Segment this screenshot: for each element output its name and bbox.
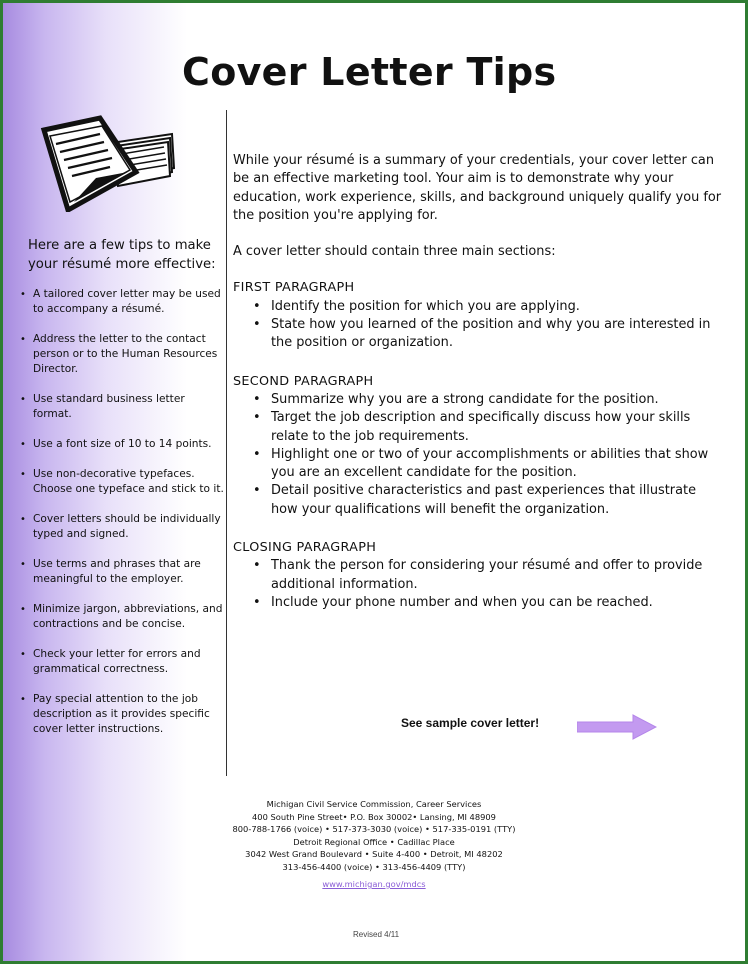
tip-text: Pay special attention to the job description as it provides specific cover letter instructions. <box>33 693 210 735</box>
list-item-text: Target the job description and specifically discuss how your skills relate to the job requirements. <box>271 410 691 444</box>
tip-item <box>20 392 225 422</box>
tip-text: Use terms and phrases that are meaningful to the employer. <box>33 558 201 585</box>
right-arrow-icon[interactable] <box>577 714 657 740</box>
first-paragraph-list <box>253 298 723 353</box>
bullet-icon: • <box>20 514 26 525</box>
list-item-text: Detail positive characteristics and past experiences that illustrate how your qualifications will benefit the organization. <box>271 483 696 517</box>
tip-item <box>20 557 225 587</box>
list-item <box>253 482 723 519</box>
tip-text: Check your letter for errors and grammatical correctness. <box>33 648 201 675</box>
tip-item <box>20 467 225 497</box>
closing-paragraph-list <box>253 557 723 612</box>
bullet-icon: • <box>253 558 261 574</box>
documents-clipart-icon <box>30 112 180 212</box>
list-item-text: Highlight one or two of your accomplishments or abilities that show you are an excellent candidate for the position. <box>271 446 709 481</box>
sidebar-intro: Here are a few tips to make your résumé more effective: <box>28 238 216 272</box>
footer-line: 400 South Pine Street• P.O. Box 30002• Lansing, MI 48909 <box>252 811 496 822</box>
tip-text: A tailored cover letter may be used to accompany a résumé. <box>33 288 221 315</box>
bullet-icon: • <box>253 483 261 499</box>
bullet-icon: • <box>20 289 26 300</box>
bullet-icon: • <box>20 559 26 570</box>
bullet-icon: • <box>20 394 26 405</box>
tip-text: Use standard business letter format. <box>33 393 185 420</box>
bullet-icon: • <box>253 317 261 333</box>
sections-intro: A cover letter should contain three main sections: <box>233 244 556 260</box>
bullet-icon: • <box>253 410 261 426</box>
bullet-icon: • <box>253 298 261 314</box>
tip-item <box>20 647 225 677</box>
tip-item <box>20 512 225 542</box>
list-item-text: Summarize why you are a strong candidate for the position. <box>271 391 659 407</box>
bullet-icon: • <box>253 391 261 407</box>
list-item <box>253 557 723 594</box>
footer-line: 800-788-1766 (voice) • 517-373-3030 (voice) • 517-335-0191 (TTY) <box>232 824 516 834</box>
tip-item <box>20 692 225 737</box>
list-item <box>253 446 723 483</box>
tips-list <box>20 287 225 752</box>
list-item <box>253 391 723 409</box>
bullet-icon: • <box>20 649 26 660</box>
tip-text: Use non-decorative typefaces. Choose one typeface and stick to it. <box>33 468 224 495</box>
closing-paragraph-heading: CLOSING PARAGRAPH <box>233 540 377 556</box>
tip-item <box>20 332 225 377</box>
revised-date: Revised 4/11 <box>353 930 400 939</box>
list-item <box>253 409 723 446</box>
list-item <box>253 594 723 612</box>
website-link[interactable]: www.michigan.gov/mdcs <box>322 879 426 889</box>
footer-line: Michigan Civil Service Commission, Career Services <box>266 799 482 809</box>
list-item-text: State how you learned of the position and why you are interested in the position or organization. <box>271 317 711 351</box>
list-item <box>253 298 723 316</box>
intro-paragraph: While your résumé is a summary of your credentials, your cover letter can be an effective marketing tool. Your aim is to demonstrate why your education, work experience, skills, and background uniquely qualify you for the position you're applying for. <box>233 153 722 223</box>
bullet-icon: • <box>20 334 26 345</box>
footer-line: 3042 West Grand Boulevard • Suite 4-400 • Detroit, MI 48202 <box>245 849 503 859</box>
bullet-icon: • <box>20 694 26 705</box>
first-paragraph-heading: FIRST PARAGRAPH <box>233 280 355 296</box>
list-item-text: Identify the position for which you are applying. <box>271 298 580 314</box>
tip-text: Minimize jargon, abbreviations, and contractions and be concise. <box>33 603 223 630</box>
main-content <box>233 152 723 632</box>
footer-line: Detroit Regional Office • Cadillac Place <box>293 836 455 847</box>
tip-text: Cover letters should be individually typed and signed. <box>33 513 221 540</box>
tip-item <box>20 602 225 632</box>
tip-text: Address the letter to the contact person or to the Human Resources Director. <box>33 333 218 375</box>
list-item-text: Include your phone number and when you can be reached. <box>271 594 653 610</box>
list-item <box>253 316 723 353</box>
list-item-text: Thank the person for considering your résumé and offer to provide additional information. <box>271 558 703 592</box>
second-paragraph-list <box>253 391 723 519</box>
bullet-icon: • <box>253 594 261 610</box>
footer-line: 313-456-4400 (voice) • 313-456-4409 (TTY) <box>282 861 466 872</box>
column-divider <box>226 110 227 776</box>
bullet-icon: • <box>20 469 26 480</box>
bullet-icon: • <box>20 439 26 450</box>
footer-contact <box>226 798 522 891</box>
second-paragraph-heading: SECOND PARAGRAPH <box>233 373 374 389</box>
tip-text: Use a font size of 10 to 14 points. <box>33 438 212 450</box>
tip-item <box>20 287 225 317</box>
bullet-icon: • <box>253 446 261 462</box>
bullet-icon: • <box>20 604 26 615</box>
sample-cover-letter-link[interactable]: See sample cover letter! <box>401 716 540 730</box>
page-title: Cover Letter Tips <box>182 50 557 94</box>
tip-item <box>20 437 225 452</box>
